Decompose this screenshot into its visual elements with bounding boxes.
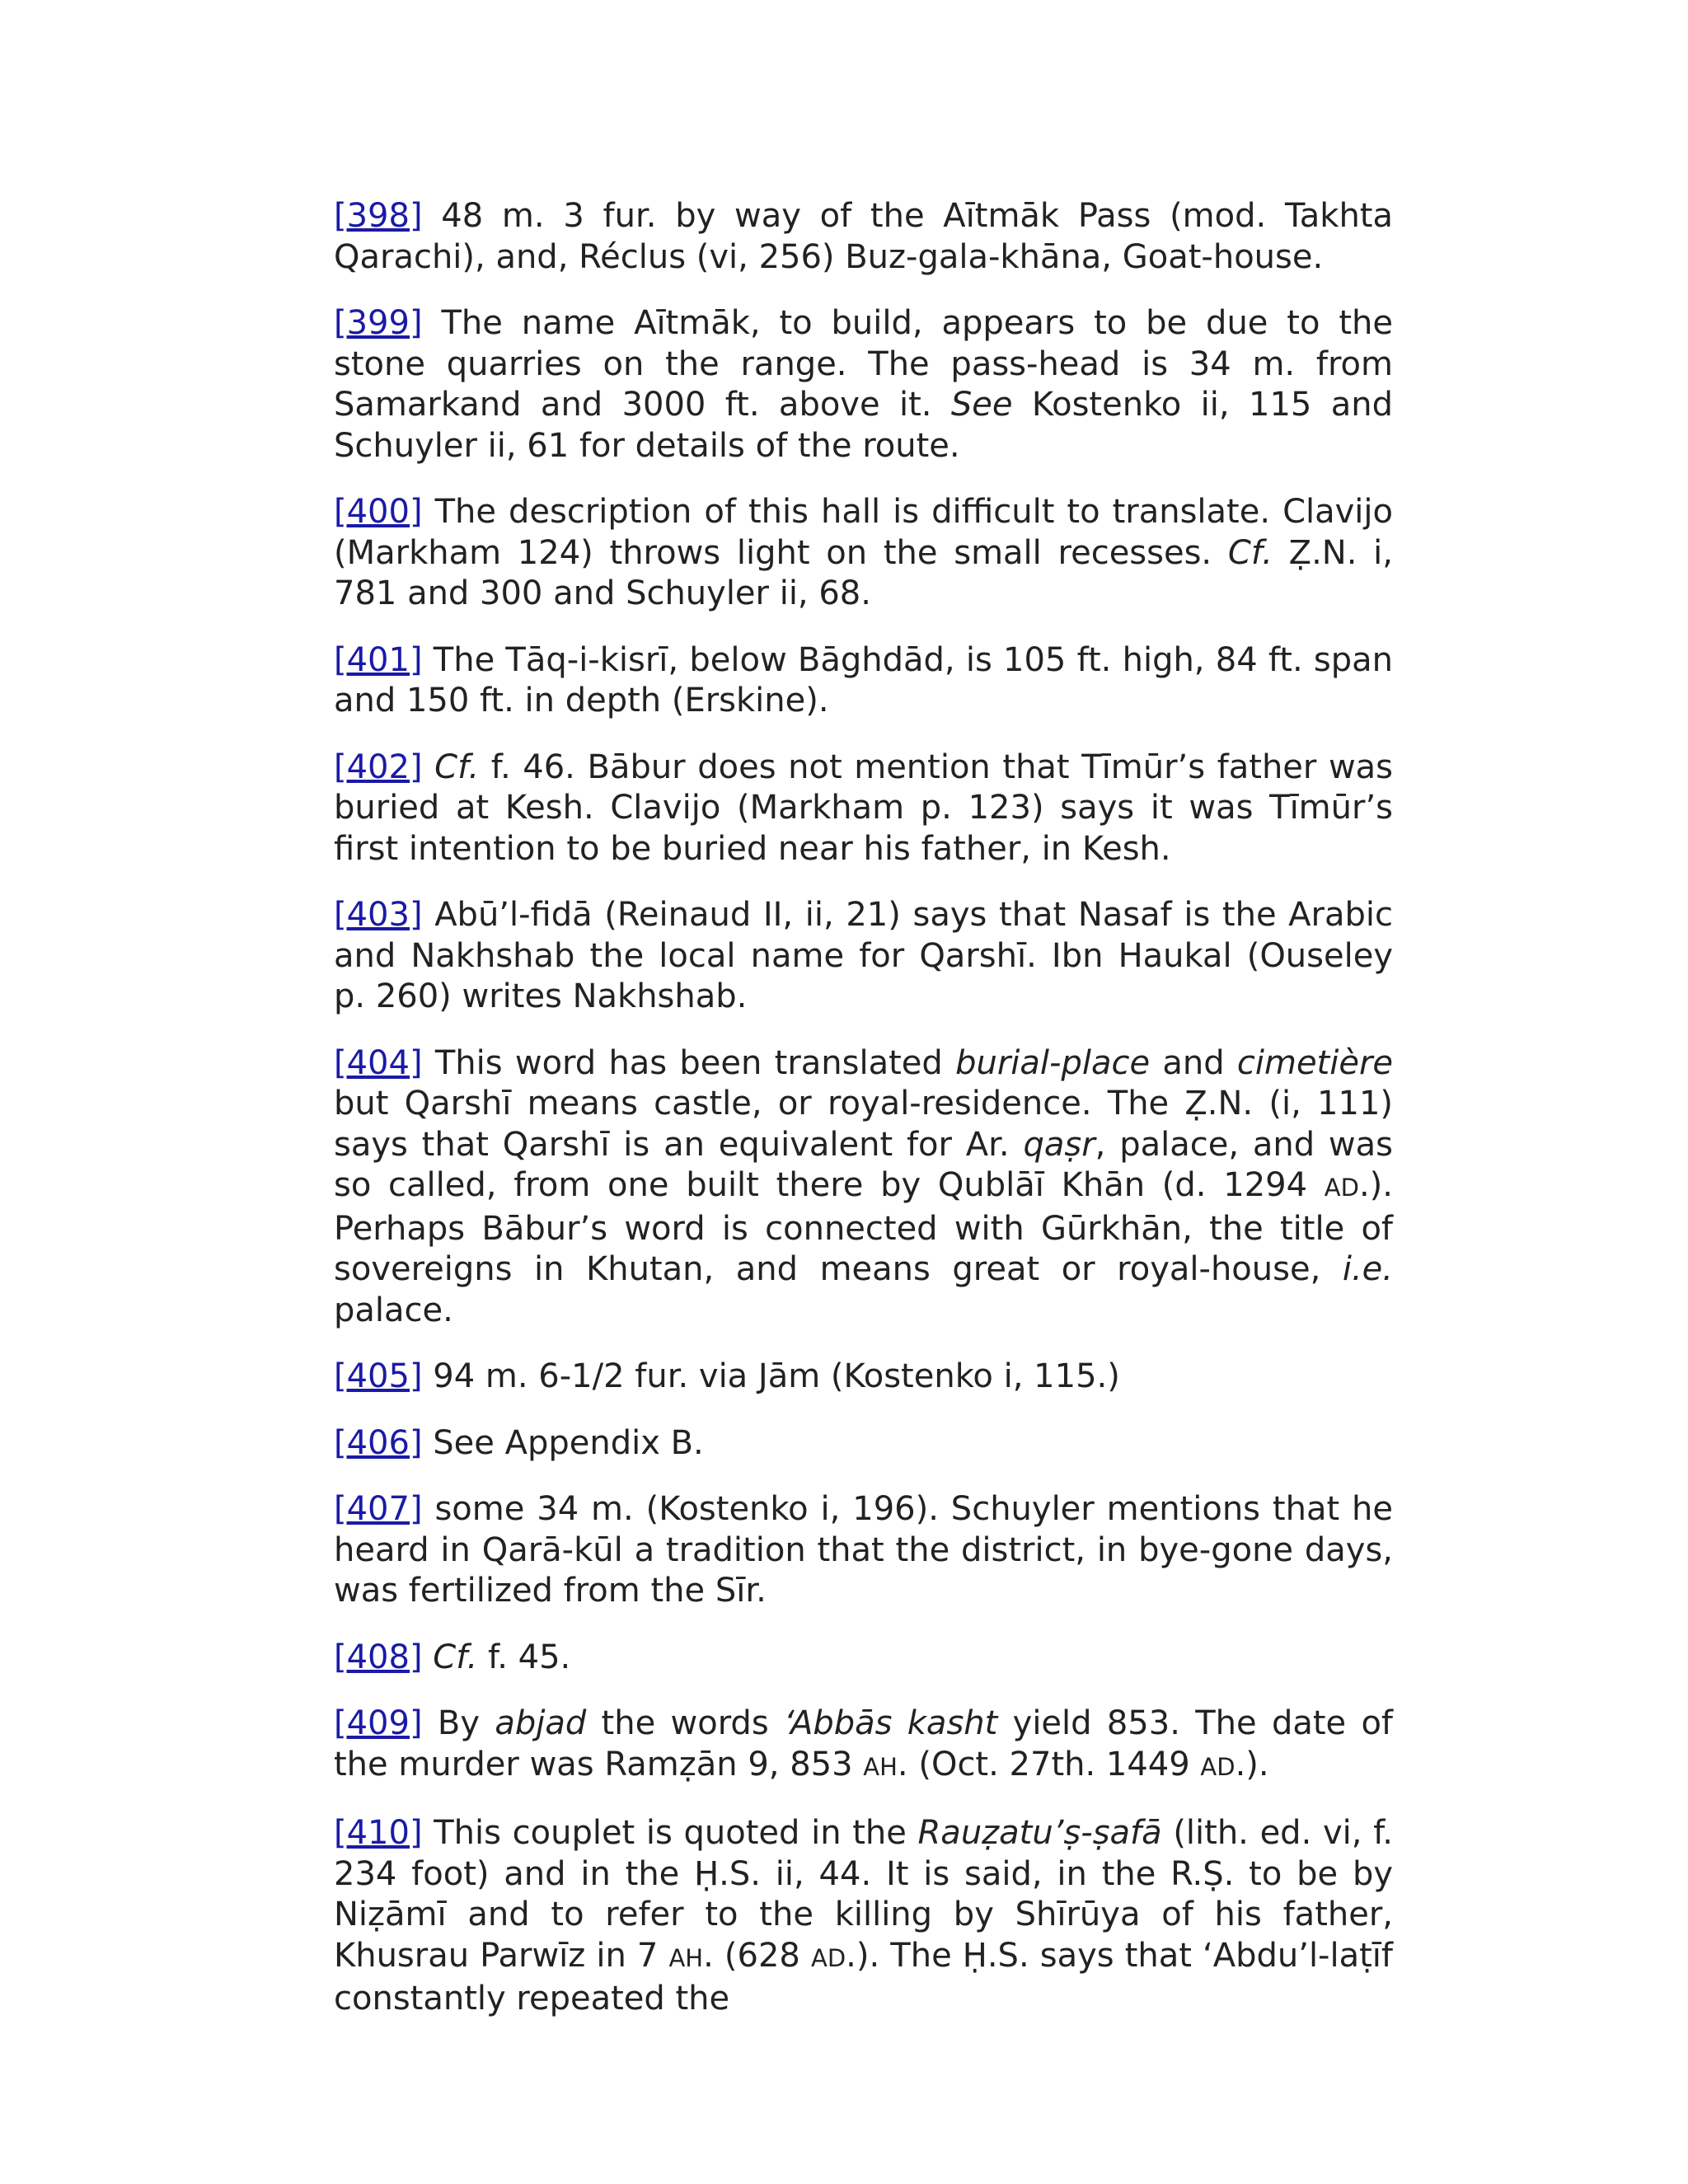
- italic-text: Rauẓatu’ṣ-ṣafā: [917, 1814, 1162, 1852]
- footnote-text: Ẓ.N. i, 781 and 300 and Schuyler ii, 68.: [334, 533, 1393, 612]
- italic-text: cimetière: [1236, 1043, 1394, 1082]
- italic-text: Cf.: [434, 748, 480, 786]
- footnote-text: . (Oct. 27th. 1449: [897, 1745, 1201, 1783]
- footnote-text: the words: [586, 1704, 784, 1742]
- footnote-text: , palace, and was so called, from one built there by Qublāī Khān (d. 1294: [334, 1125, 1393, 1204]
- italic-text: i.e.: [1342, 1250, 1393, 1288]
- footnote-405: [334, 1357, 1393, 1398]
- footnote-ref-408[interactable]: [408]: [334, 1638, 423, 1676]
- footnote-ref-409[interactable]: [409]: [334, 1704, 423, 1742]
- footnote-ref-410[interactable]: [410]: [334, 1814, 423, 1852]
- footnote-399: [334, 303, 1393, 466]
- footnote-text: The name Aītmāk, to build, appears to be due to the stone quarries on the range. The pass-head is 34 m. from Samarkand and 3000 ft. above it.: [334, 304, 1393, 424]
- footnote-text: .).: [1235, 1745, 1269, 1783]
- footnote-ref-399[interactable]: [399]: [334, 304, 423, 342]
- footnote-text: The description of this hall is difficult to translate. Clavijo (Markham 124) throws light on the small recesses.: [334, 493, 1393, 572]
- footnote-text: See Appendix B.: [422, 1423, 704, 1462]
- footnote-ref-406[interactable]: [406]: [334, 1423, 423, 1462]
- footnote-402: [334, 748, 1393, 870]
- italic-text: ‘Abbās kasht: [783, 1704, 998, 1742]
- footnote-text: but Qarshī means castle, or royal-residence. The Ẓ.N. (i, 111) says that Qarshī is an equivalent for Ar.: [334, 1085, 1393, 1164]
- italic-text: Cf.: [1227, 533, 1273, 572]
- footnote-text: yield 853. The date of the murder was Ramẓān 9, 853: [334, 1704, 1394, 1783]
- small-caps-era: AH: [668, 1943, 704, 1972]
- footnote-text: f. 45.: [477, 1638, 571, 1676]
- footnote-text: This couplet is quoted in the: [422, 1814, 918, 1852]
- italic-text: burial-place: [955, 1043, 1151, 1082]
- small-caps-era: AD: [1324, 1174, 1359, 1202]
- italic-text: abjad: [495, 1704, 587, 1742]
- footnote-text: 48 m. 3 fur. by way of the Aītmāk Pass (mod. Takhta Qarachi), and, Réclus (vi, 256) Buz-gala-khāna, Goat-house.: [334, 197, 1393, 276]
- footnote-text: and: [1150, 1043, 1237, 1082]
- footnote-text: (lith. ed. vi, f. 234 foot) and in the Ḥ.S. ii, 44. It is said, in the R.Ṣ. to be by Niẓāmī and to refer to the killing by Shīrūya of his father, Khusrau Parwīz in 7: [334, 1814, 1393, 1975]
- small-caps-era: AD: [810, 1943, 846, 1972]
- footnote-ref-401[interactable]: [401]: [334, 640, 423, 679]
- footnote-410: [334, 1813, 1393, 2020]
- footnote-text: 94 m. 6-1/2 fur. via Jām (Kostenko i, 115.): [422, 1357, 1120, 1395]
- footnote-text: Kostenko ii, 115 and Schuyler ii, 61 for details of the route.: [334, 386, 1393, 465]
- footnote-ref-404[interactable]: [404]: [334, 1043, 423, 1082]
- footnote-text: This word has been translated: [422, 1043, 956, 1082]
- footnote-text: some 34 m. (Kostenko i, 196). Schuyler mentions that he heard in Qarā-kūl a tradition that the district, in bye-gone days, was fertilized from the Sīr.: [334, 1490, 1393, 1610]
- footnote-404: [334, 1043, 1393, 1332]
- italic-text: qaṣr: [1023, 1125, 1095, 1164]
- footnote-text: Abū’l-fidā (Reinaud II, ii, 21) says that Nasaf is the Arabic and Nakhshab the local name for Qarshī. Ibn Haukal (Ouseley p. 260) writes Nakhshab.: [334, 896, 1393, 1015]
- footnote-text: f. 46. Bābur does not mention that Tīmūr’s father was buried at Kesh. Clavijo (Markham p. 123) says it was Tīmūr’s first intention to be buried near his father, in Kesh.: [334, 748, 1394, 868]
- footnote-ref-400[interactable]: [400]: [334, 493, 423, 531]
- footnote-ref-407[interactable]: [407]: [334, 1490, 423, 1528]
- italic-text: See: [950, 386, 1013, 424]
- footnote-407: [334, 1489, 1393, 1612]
- footnote-409: [334, 1704, 1393, 1788]
- footnotes-page: [334, 196, 1393, 2046]
- footnote-text: . (628: [703, 1936, 811, 1975]
- footnote-text: .). The Ḥ.S. says that ‘Abdu’l-laṭīf constantly repeated the: [334, 1936, 1393, 2018]
- footnote-ref-398[interactable]: [398]: [334, 197, 423, 235]
- footnote-text: By: [422, 1704, 495, 1742]
- footnote-ref-402[interactable]: [402]: [334, 748, 423, 786]
- footnote-398: [334, 196, 1393, 278]
- footnote-403: [334, 895, 1393, 1018]
- footnote-text: .). Perhaps Bābur’s word is connected with Gūrkhān, the title of sovereigns in Khutan, and means great or royal-house,: [334, 1166, 1393, 1288]
- footnote-408: [334, 1638, 1393, 1679]
- footnote-text: palace.: [334, 1291, 453, 1329]
- footnote-ref-403[interactable]: [403]: [334, 896, 423, 934]
- small-caps-era: AH: [863, 1752, 898, 1781]
- footnote-400: [334, 492, 1393, 615]
- small-caps-era: AD: [1200, 1752, 1236, 1781]
- footnote-ref-405[interactable]: [405]: [334, 1357, 423, 1395]
- italic-text: Cf.: [433, 1638, 478, 1676]
- footnote-text: The Tāq-i-kisrī, below Bāghdād, is 105 ft. high, 84 ft. span and 150 ft. in depth (Erskine).: [334, 640, 1393, 719]
- footnote-406: [334, 1423, 1393, 1465]
- footnote-401: [334, 640, 1393, 722]
